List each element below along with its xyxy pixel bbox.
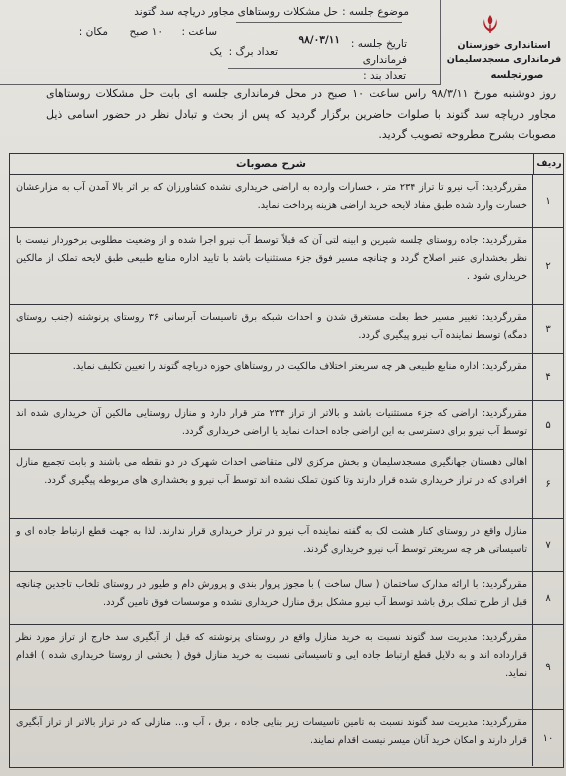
table-row: [10, 305, 563, 354]
row-number: ۹: [532, 625, 563, 709]
pages-value: یک: [209, 46, 222, 58]
row-number: ۷: [532, 519, 563, 571]
header-rule: [228, 68, 402, 69]
table-row: [10, 450, 563, 519]
row-number: ۱: [532, 175, 563, 227]
row-number: ۳: [532, 305, 563, 353]
resolution-text: مقررگردید: اراضی که جزء مستثنیات باشد و بالاتر از تراز ۲۳۴ متر قرار دارد و منازل روستایی مالکین آن خریداری شده اند توسط آب نیرو برای دسترسی به این اراضی جاده احداث نماید یا اراضی خریداری گردد.: [16, 408, 527, 437]
resolution-text: اهالی دهستان جهانگیری مسجدسلیمان و بخش مرکزی لالی متقاضی احداث شهرک در دو نقطه می باشند و بابت تجمیع منازل افرادی که در تراز خریداری شده قرار دارند وتا کنون تملک نشده اند توسط آب نیرو و بخشداری های مربوطه پیگیری گردد.: [16, 457, 527, 486]
resolution-text: مقررگردید: با ارائه مدارک ساختمان ( سال ساخت ) با مجوز پروار بندی و پرورش دام و طیور در روستای تلخاب تاجدین چنانچه قبل از طرح تملک برق باشد توسط آب نیرو مشکل برق منازل خریداری نشده و موسسات فوق تامین گردد.: [16, 579, 527, 608]
resolution-text: مقررگردید: مدیریت سد گتوند نسبت به تامین تاسیسات زیر بنایی جاده ، برق ، آب و... منازلی که در تراز بالاتر از تراز آبگیری قرار دارند و امکان خرید آنان میسر نیست اقدام نمایند.: [16, 717, 527, 746]
time-value: ۱۰ صبح: [129, 26, 163, 38]
column-header-number: ردیف: [533, 154, 564, 174]
resolution-text: مقررگردید: جاده روستای چلسه شیرین و ابینه لتی آن که قبلاً توسط آب نیرو اجرا شده و از وضعیت مطلوبی برخوردار نیست با نظر بخشداری عنبر اصلاح گردد و چنانچه مسیر فوق جزء مستثنیات باشد با تایید اداره منابع طبیعی طبق لایحه تملک از مالکین خریداری شود .: [16, 235, 527, 282]
org-subname: فرمانداری مسجدسلیمان: [446, 54, 562, 65]
subject-value: حل مشکلات روستاهای مجاور دریاچه سد گتوند: [134, 6, 338, 18]
header-divider: [440, 0, 441, 85]
subject-label: موضوع جلسه :: [342, 6, 409, 18]
org-name: استانداری خوزستان: [457, 40, 551, 51]
row-number: ۸: [532, 572, 563, 624]
table-row: [10, 625, 563, 710]
row-number: ۶: [532, 450, 563, 518]
count-label: تعداد بند :: [363, 70, 406, 82]
resolutions-table: [9, 153, 564, 768]
resolution-text: مقررگردید: اداره منابع طبیعی هر چه سریعتر اختلاف مالکیت در روستاهای حوزه دریاچه گتوند را تعیین تکلیف نماید.: [72, 361, 527, 372]
resolution-text: مقررگردید: مدیریت سد گتوند نسبت به خرید منازل واقع در روستای پرنوشته که قبل از آبگیری سد خارج از تراز مورد نظر قرارداده اند و به دلایل قطع ارتباط جاده ایی و تاسیساتی نسبت به خرید منازل فوق ( بخشی از روستا خریداری شده ) اقدام نماید.: [16, 632, 527, 679]
time-label: ساعت :: [181, 26, 217, 38]
table-row: [10, 401, 563, 450]
emblem-icon: [478, 12, 502, 36]
row-number: ۴: [532, 354, 563, 400]
table-header: [10, 154, 563, 175]
header-rule: [236, 22, 402, 23]
table-row: [10, 228, 563, 305]
date-value: ۹۸/۰۳/۱۱: [298, 34, 340, 46]
table-row: [10, 519, 563, 572]
resolution-text: مقررگردید: آب نیرو تا تراز ۲۳۴ متر ، خسارات وارده به اراضی خریداری نشده کشاورزان که بر اثر بالا آمدن آب به مزارعشان خسارت وارد شده طبق مفاد لایحه خرید اراضی هزینه پرداخت نماید.: [16, 182, 528, 211]
table-row: [10, 354, 563, 401]
resolution-text: منازل واقع در روستای کنار هشت لک به گفته نماینده آب نیرو در تراز خریداری قرار ندارند. لذا به جهت قطع ارتباط جاده ای و تاسیساتی هر چه سریعتر توسط آب نیرو خریداری گردند.: [16, 526, 527, 555]
table-row: [10, 572, 563, 625]
place-label: مکان :: [78, 26, 108, 38]
place-value: فرمانداری: [362, 54, 407, 66]
resolution-text: مقررگردید: تغییر مسیر خط بعلت مستغرق شدن و احداث شبکه برق تاسیسات آبرسانی ۳۶ روستای پرنوشته (جنب روستای دمگه) توسط نماینده آب نیرو پیگیری گردد.: [16, 312, 528, 341]
intro-paragraph: روز دوشنبه مورخ ۹۸/۳/۱۱ راس ساعت ۱۰ صبح در محل فرمانداری جلسه ای بابت حل مشکلات روستاهای مجاور دریاچه سد گتوند با صلوات حاضرین برگزار گردید که پس از بحث و تبادل نظر در حضور اسامی ذیل مصوبات بشرح مطروحه تصویب گردید.: [46, 87, 557, 141]
form-title: صورتجلسه: [490, 70, 544, 81]
column-header-description: شرح مصوبات: [236, 158, 306, 170]
pages-label: تعداد برگ :: [228, 46, 278, 58]
row-number: ۵: [532, 401, 563, 449]
row-number: ۲: [532, 228, 563, 304]
date-label: تاریخ جلسه :: [350, 38, 407, 50]
table-row: [10, 175, 563, 228]
row-number: ۱۰: [532, 710, 563, 766]
table-row: [10, 710, 563, 766]
